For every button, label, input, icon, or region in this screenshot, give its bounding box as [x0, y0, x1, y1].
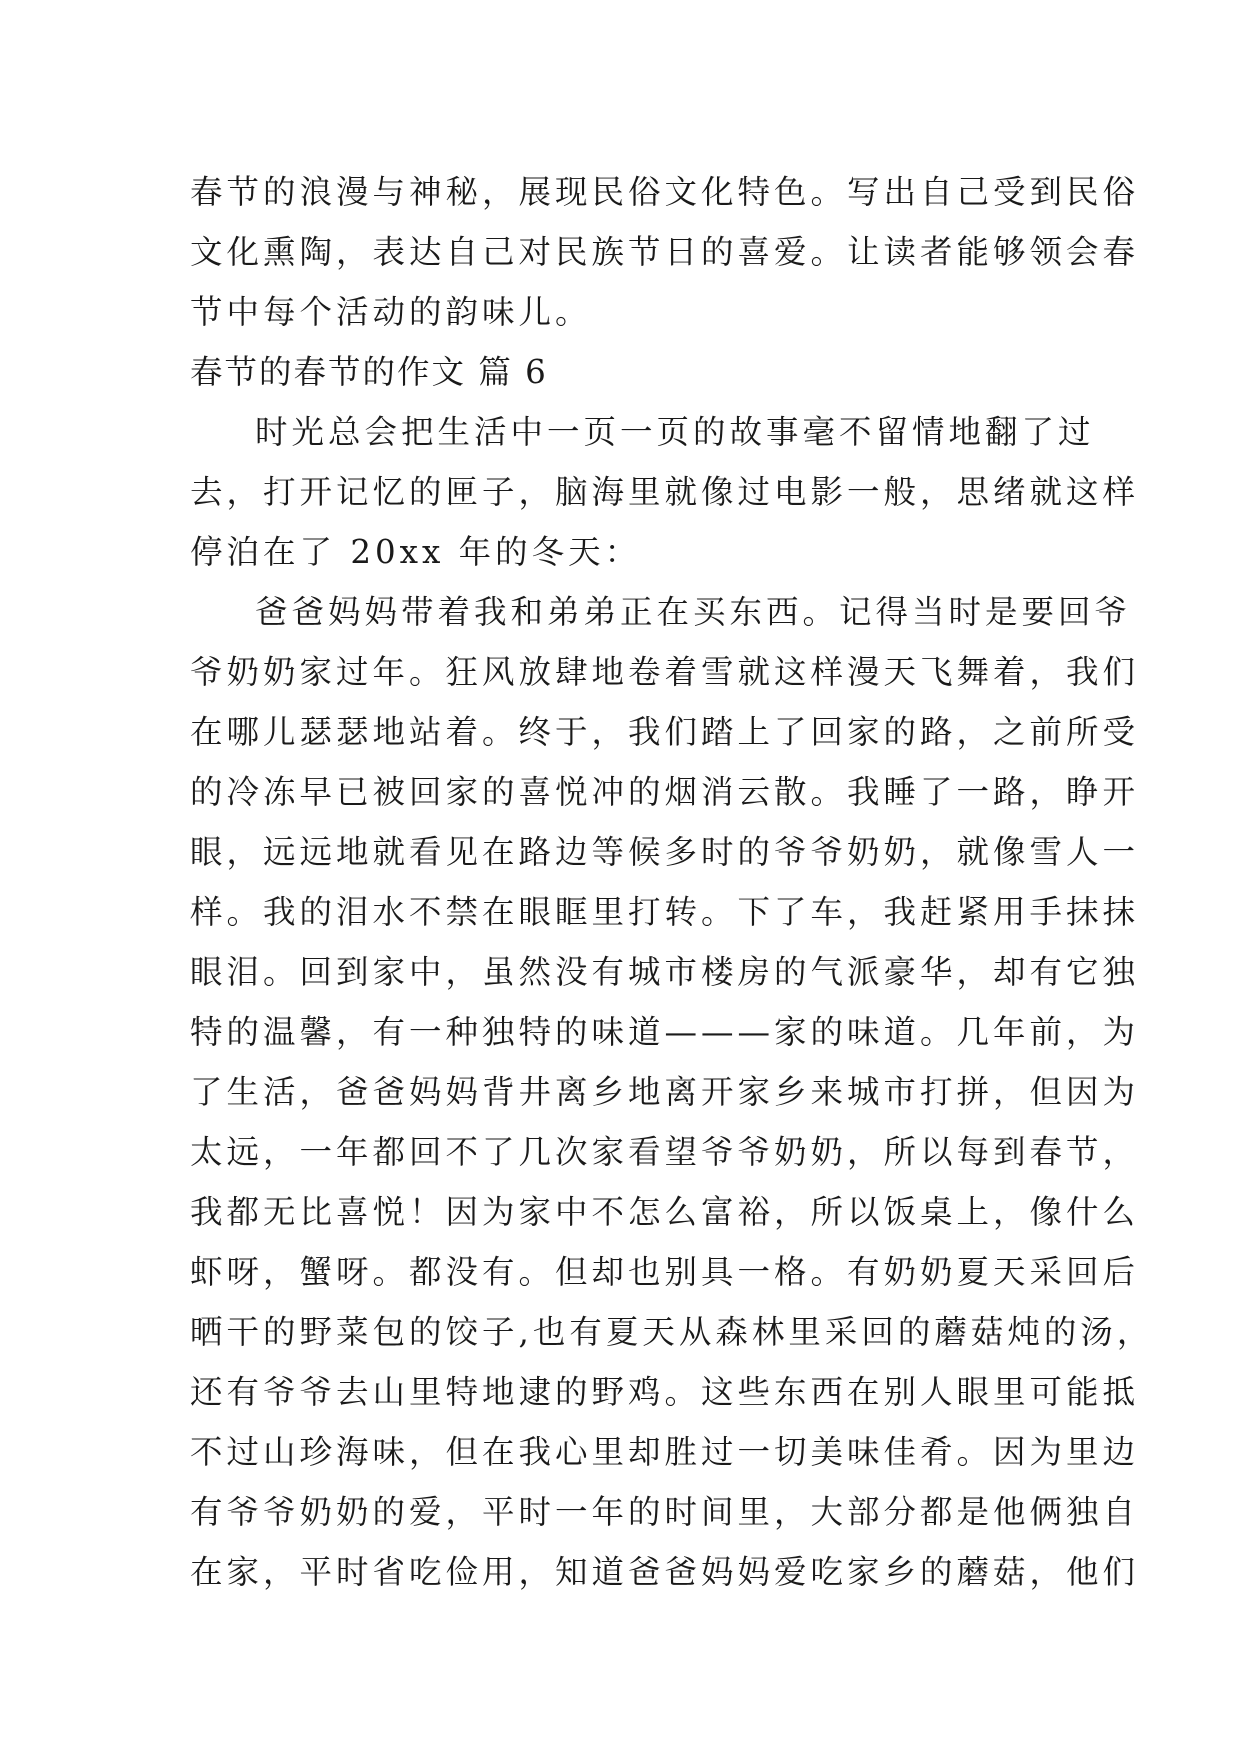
text-line: 我都无比喜悦！因为家中不怎么富裕，所以饭桌上，像什么 — [190, 1193, 1140, 1231]
text-line: 太远，一年都回不了几次家看望爷爷奶奶，所以每到春节， — [190, 1133, 1140, 1171]
text-line: 时光总会把生活中一页一页的故事毫不留情地翻了过 — [255, 413, 1095, 451]
text-line: 样。我的泪水不禁在眼眶里打转。下了车，我赶紧用手抹抹 — [190, 893, 1140, 931]
text-line: 了生活，爸爸妈妈背井离乡地离开家乡来城市打拼，但因为 — [190, 1073, 1140, 1111]
text-line: 眼，远远地就看见在路边等候多时的爷爷奶奶，就像雪人一 — [190, 833, 1140, 871]
intro-paragraph — [190, 162, 1140, 342]
text-line: 爷奶奶家过年。狂风放肆地卷着雪就这样漫天飞舞着，我们 — [190, 653, 1140, 691]
text-line: 爸爸妈妈带着我和弟弟正在买东西。记得当时是要回爷 — [255, 593, 1132, 631]
document-body — [190, 162, 1154, 1602]
text-line: 有爷爷奶奶的爱，平时一年的时间里，大部分都是他俩独自 — [190, 1493, 1140, 1531]
text-line: 还有爷爷去山里特地逮的野鸡。这些东西在别人眼里可能抵 — [190, 1373, 1140, 1411]
text-line: 眼泪。回到家中，虽然没有城市楼房的气派豪华，却有它独 — [190, 953, 1140, 991]
paragraph-1 — [190, 402, 1140, 582]
text-line: 节中每个活动的韵味儿。 — [190, 293, 592, 331]
paragraph-2 — [190, 582, 1154, 1602]
text-line: 去，打开记忆的匣子，脑海里就像过电影一般，思绪就这样 — [190, 473, 1140, 511]
text-line: 的冷冻早已被回家的喜悦冲的烟消云散。我睡了一路，睁开 — [190, 773, 1140, 811]
section-heading: 春节的春节的作文 篇 6 — [190, 353, 548, 391]
text-line: 文化熏陶，表达自己对民族节日的喜爱。让读者能够领会春 — [190, 233, 1140, 271]
text-line: 停泊在了 20xx 年的冬天： — [190, 533, 642, 571]
text-line: 虾呀，蟹呀。都没有。但却也别具一格。有奶奶夏天采回后 — [190, 1253, 1140, 1291]
text-line: 晒干的野菜包的饺子,也有夏天从森林里采回的蘑菇炖的汤， — [190, 1313, 1154, 1351]
text-line: 在哪儿瑟瑟地站着。终于，我们踏上了回家的路，之前所受 — [190, 713, 1140, 751]
text-line: 春节的浪漫与神秘，展现民俗文化特色。写出自己受到民俗 — [190, 173, 1140, 211]
text-line: 特的温馨，有一种独特的味道———家的味道。几年前，为 — [190, 1013, 1140, 1051]
text-line: 不过山珍海味，但在我心里却胜过一切美味佳肴。因为里边 — [190, 1433, 1140, 1471]
text-line: 在家，平时省吃俭用，知道爸爸妈妈爱吃家乡的蘑菇，他们 — [190, 1553, 1140, 1591]
